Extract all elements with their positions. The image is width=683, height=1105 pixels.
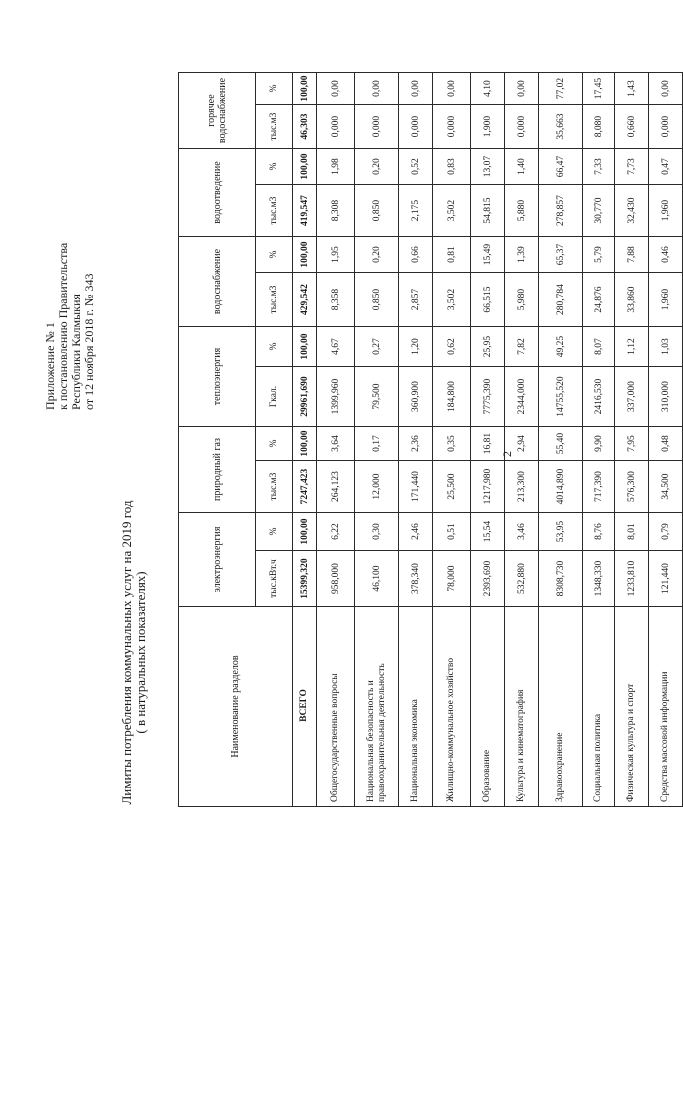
value-cell: 9,90 <box>583 427 615 461</box>
value-cell: 5,880 <box>505 185 539 237</box>
section-name: Социальная политика <box>583 607 615 807</box>
value-cell: 100,00 <box>293 149 317 185</box>
value-cell: 5,79 <box>583 237 615 273</box>
table-row <box>399 73 433 807</box>
value-cell: 15,49 <box>471 237 505 273</box>
unit-header: % <box>256 513 293 551</box>
value-cell: 6,22 <box>317 513 355 551</box>
value-cell: 121,440 <box>649 551 683 607</box>
section-name: ВСЕГО <box>293 607 317 807</box>
value-cell: 12,000 <box>355 461 399 513</box>
table-row <box>583 73 615 807</box>
unit-header: тыс.м3 <box>256 185 293 237</box>
value-cell: 100,00 <box>293 513 317 551</box>
value-cell: 4014,890 <box>539 461 583 513</box>
value-cell: 1233,810 <box>615 551 649 607</box>
value-cell: 8,308 <box>317 185 355 237</box>
value-cell: 1348,330 <box>583 551 615 607</box>
value-cell: 0,000 <box>317 105 355 149</box>
limits-table <box>178 72 683 807</box>
value-cell: 0,000 <box>399 105 433 149</box>
value-cell: 0,48 <box>649 427 683 461</box>
value-cell: 3,64 <box>317 427 355 461</box>
value-cell: 15399,320 <box>293 551 317 607</box>
value-cell: 0,000 <box>505 105 539 149</box>
value-cell: 54,815 <box>471 185 505 237</box>
value-cell: 0,66 <box>399 237 433 273</box>
section-name: Национальная безопасность и правоохранительная деятельность <box>355 607 399 807</box>
value-cell: 32,430 <box>615 185 649 237</box>
table-row <box>355 73 399 807</box>
group-header: водоснабжение <box>179 237 256 327</box>
value-cell: 264,123 <box>317 461 355 513</box>
value-cell: 7,88 <box>615 237 649 273</box>
table-row <box>615 73 649 807</box>
value-cell: 8308,730 <box>539 551 583 607</box>
value-cell: 0,81 <box>433 237 471 273</box>
value-cell: 8,01 <box>615 513 649 551</box>
value-cell: 2,36 <box>399 427 433 461</box>
section-name: Физическая культура и спорт <box>615 607 649 807</box>
value-cell: 7,33 <box>583 149 615 185</box>
value-cell: 278,857 <box>539 185 583 237</box>
value-cell: 0,20 <box>355 237 399 273</box>
value-cell: 1,12 <box>615 327 649 367</box>
value-cell: 25,95 <box>471 327 505 367</box>
value-cell: 2,46 <box>399 513 433 551</box>
unit-header: % <box>256 73 293 105</box>
value-cell: 7,95 <box>615 427 649 461</box>
group-header: водоотведение <box>179 149 256 237</box>
appendix-line: Республики Калмыкия <box>69 294 83 410</box>
section-name: Образование <box>471 607 505 807</box>
value-cell: 1,40 <box>505 149 539 185</box>
value-cell: 3,502 <box>433 185 471 237</box>
value-cell: 0,00 <box>317 73 355 105</box>
value-cell: 55,40 <box>539 427 583 461</box>
value-cell: 2,175 <box>399 185 433 237</box>
table-row <box>505 73 539 807</box>
value-cell: 8,080 <box>583 105 615 149</box>
value-cell: 46,303 <box>293 105 317 149</box>
unit-header: % <box>256 149 293 185</box>
section-name: Культура и кинематография <box>505 607 539 807</box>
section-name: Общегосударственные вопросы <box>317 607 355 807</box>
value-cell: 14755,520 <box>539 367 583 427</box>
value-cell: 0,00 <box>399 73 433 105</box>
value-cell: 2,94 <box>505 427 539 461</box>
value-cell: 8,07 <box>583 327 615 367</box>
value-cell: 0,51 <box>433 513 471 551</box>
value-cell: 1,03 <box>649 327 683 367</box>
value-cell: 0,62 <box>433 327 471 367</box>
section-name: Национальная экономика <box>399 607 433 807</box>
value-cell: 0,850 <box>355 273 399 327</box>
unit-header: % <box>256 237 293 273</box>
value-cell: 0,000 <box>649 105 683 149</box>
value-cell: 0,30 <box>355 513 399 551</box>
unit-header: % <box>256 327 293 367</box>
value-cell: 576,300 <box>615 461 649 513</box>
value-cell: 0,47 <box>649 149 683 185</box>
value-cell: 1,900 <box>471 105 505 149</box>
value-cell: 280,784 <box>539 273 583 327</box>
value-cell: 0,20 <box>355 149 399 185</box>
value-cell: 0,35 <box>433 427 471 461</box>
value-cell: 100,00 <box>293 73 317 105</box>
unit-header: тыс.м3 <box>256 461 293 513</box>
value-cell: 717,390 <box>583 461 615 513</box>
value-cell: 378,340 <box>399 551 433 607</box>
value-cell: 33,860 <box>615 273 649 327</box>
value-cell: 0,52 <box>399 149 433 185</box>
value-cell: 65,37 <box>539 237 583 273</box>
value-cell: 1,20 <box>399 327 433 367</box>
value-cell: 79,500 <box>355 367 399 427</box>
value-cell: 24,876 <box>583 273 615 327</box>
value-cell: 184,800 <box>433 367 471 427</box>
page-number: 2 <box>500 451 514 457</box>
value-cell: 0,46 <box>649 237 683 273</box>
value-cell: 0,000 <box>355 105 399 149</box>
value-cell: 4,67 <box>317 327 355 367</box>
table-row <box>433 73 471 807</box>
value-cell: 1,43 <box>615 73 649 105</box>
appendix-line: от 12 ноября 2018 г. № 343 <box>82 273 96 410</box>
unit-header: тыс.м3 <box>256 273 293 327</box>
unit-header: Гкал. <box>256 367 293 427</box>
value-cell: 4,10 <box>471 73 505 105</box>
value-cell: 0,00 <box>505 73 539 105</box>
value-cell: 1,98 <box>317 149 355 185</box>
value-cell: 13,07 <box>471 149 505 185</box>
value-cell: 8,76 <box>583 513 615 551</box>
value-cell: 15,54 <box>471 513 505 551</box>
value-cell: 17,45 <box>583 73 615 105</box>
value-cell: 7775,390 <box>471 367 505 427</box>
appendix-line: Приложение № 1 <box>43 322 57 410</box>
column-header-name: Наименование разделов <box>179 607 293 807</box>
value-cell: 100,00 <box>293 427 317 461</box>
value-cell: 66,47 <box>539 149 583 185</box>
value-cell: 46,100 <box>355 551 399 607</box>
value-cell: 25,500 <box>433 461 471 513</box>
value-cell: 213,300 <box>505 461 539 513</box>
value-cell: 34,500 <box>649 461 683 513</box>
value-cell: 0,00 <box>649 73 683 105</box>
value-cell: 16,81 <box>471 427 505 461</box>
value-cell: 7247,423 <box>293 461 317 513</box>
group-header: электроэнергия <box>179 513 256 607</box>
value-cell: 0,79 <box>649 513 683 551</box>
value-cell: 429,542 <box>293 273 317 327</box>
value-cell: 1,960 <box>649 185 683 237</box>
value-cell: 0,83 <box>433 149 471 185</box>
value-cell: 49,25 <box>539 327 583 367</box>
value-cell: 5,980 <box>505 273 539 327</box>
value-cell: 2416,530 <box>583 367 615 427</box>
value-cell: 35,663 <box>539 105 583 149</box>
appendix-line: к постановлению Правительства <box>56 242 70 410</box>
group-header: природный газ <box>179 427 256 513</box>
value-cell: 0,000 <box>433 105 471 149</box>
section-name: Средства массовой информации <box>649 607 683 807</box>
value-cell: 1217,980 <box>471 461 505 513</box>
value-cell: 1,95 <box>317 237 355 273</box>
value-cell: 7,73 <box>615 149 649 185</box>
value-cell: 66,515 <box>471 273 505 327</box>
value-cell: 2344,000 <box>505 367 539 427</box>
unit-header: тыс.кВт.ч <box>256 551 293 607</box>
value-cell: 30,770 <box>583 185 615 237</box>
value-cell: 0,27 <box>355 327 399 367</box>
value-cell: 29961,690 <box>293 367 317 427</box>
table-row <box>317 73 355 807</box>
value-cell: 532,880 <box>505 551 539 607</box>
value-cell: 100,00 <box>293 327 317 367</box>
value-cell: 3,46 <box>505 513 539 551</box>
value-cell: 419,547 <box>293 185 317 237</box>
value-cell: 3,502 <box>433 273 471 327</box>
value-cell: 8,358 <box>317 273 355 327</box>
value-cell: 0,17 <box>355 427 399 461</box>
value-cell: 53,95 <box>539 513 583 551</box>
value-cell: 0,00 <box>355 73 399 105</box>
section-name: Жилищно-коммунальное хозяйство <box>433 607 471 807</box>
unit-header: тыс.м3 <box>256 105 293 149</box>
value-cell: 958,000 <box>317 551 355 607</box>
value-cell: 100,00 <box>293 237 317 273</box>
value-cell: 310,000 <box>649 367 683 427</box>
appendix-header <box>44 150 96 410</box>
value-cell: 171,440 <box>399 461 433 513</box>
value-cell: 337,000 <box>615 367 649 427</box>
group-header: горячее водоснабжение <box>179 73 256 149</box>
table-row <box>471 73 505 807</box>
value-cell: 2,857 <box>399 273 433 327</box>
value-cell: 1,960 <box>649 273 683 327</box>
value-cell: 360,900 <box>399 367 433 427</box>
value-cell: 77,02 <box>539 73 583 105</box>
table-row <box>649 73 683 807</box>
value-cell: 78,000 <box>433 551 471 607</box>
value-cell: 1,39 <box>505 237 539 273</box>
value-cell: 7,82 <box>505 327 539 367</box>
group-header: теплоэнергия <box>179 327 256 427</box>
value-cell: 0,850 <box>355 185 399 237</box>
unit-header: % <box>256 427 293 461</box>
value-cell: 1399,960 <box>317 367 355 427</box>
document-subtitle: ( в натуральных показателях) <box>133 571 148 734</box>
table-row <box>539 73 583 807</box>
section-name: Здравоохранение <box>539 607 583 807</box>
value-cell: 2393,690 <box>471 551 505 607</box>
total-row <box>293 73 317 807</box>
value-cell: 0,00 <box>433 73 471 105</box>
value-cell: 0,660 <box>615 105 649 149</box>
document-title: Лимиты потребления коммунальных услуг на 2019 год <box>119 500 134 805</box>
